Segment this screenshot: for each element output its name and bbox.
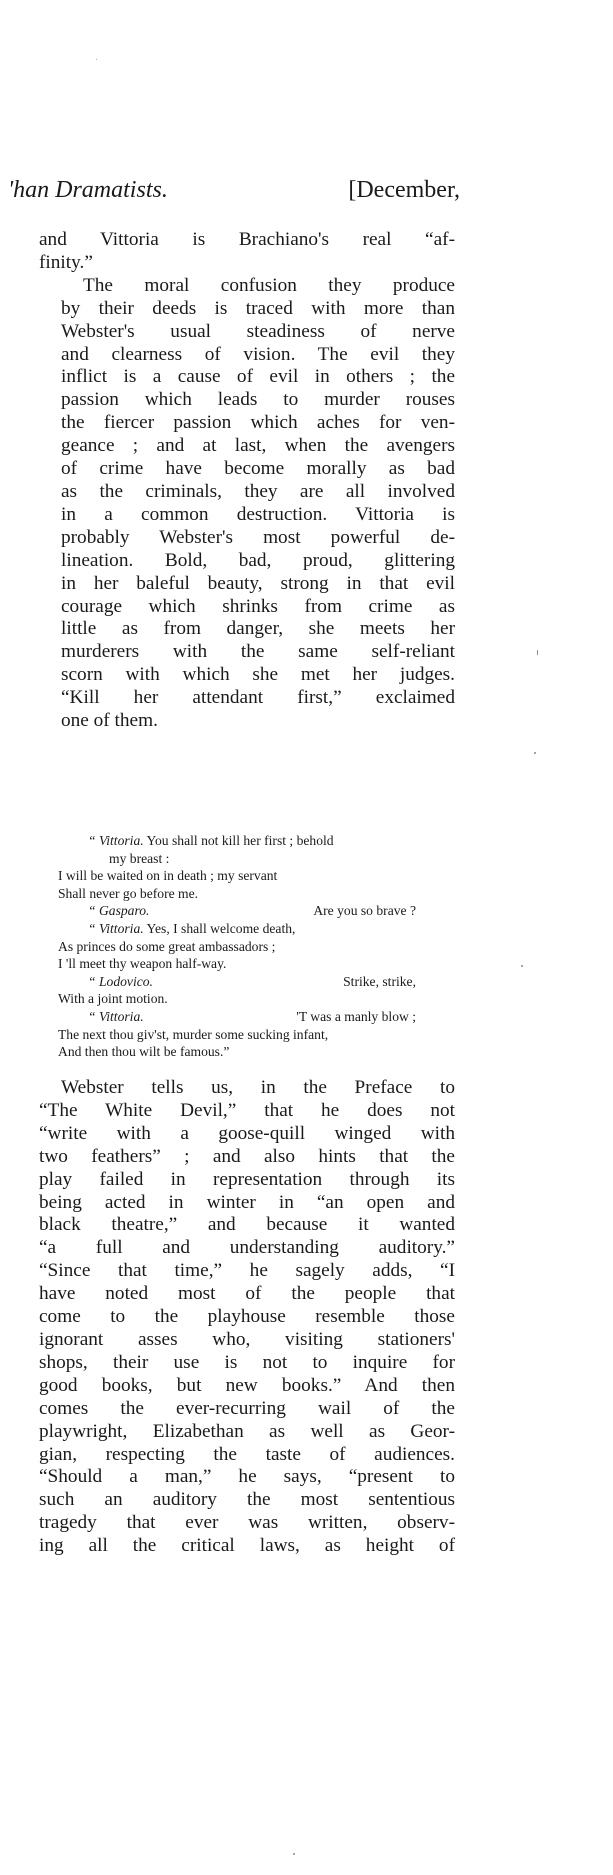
text-line: being acted in winter in “an open and <box>39 1191 455 1213</box>
text-line: such an auditory the most sententious <box>39 1489 455 1511</box>
quote-line <box>58 902 458 920</box>
print-speck <box>96 59 97 60</box>
quote-text: Yes, I shall welcome death, <box>143 920 296 936</box>
running-head-month: [December, <box>348 177 460 203</box>
quote-text: You shall not kill her first ; behold <box>143 833 334 848</box>
text-line: “The White Devil,” that he does not <box>39 1099 455 1121</box>
quote-line <box>58 973 458 991</box>
text-line: murderers with the same self-reliant <box>61 641 455 663</box>
quote-speaker: “ Vittoria. <box>88 833 144 848</box>
text-line: two feathers” ; and also hints that the <box>39 1145 455 1167</box>
text-line: Webster's usual steadiness of nerve <box>61 320 455 342</box>
text-line: Webster tells us, in the Preface to <box>61 1077 455 1098</box>
quote-text: 'T was a manly blow ; <box>296 1008 416 1024</box>
quote-line <box>58 832 458 850</box>
print-speck <box>534 752 536 754</box>
text-line: The moral confusion they produce <box>83 274 455 296</box>
paragraph-continued <box>39 229 455 275</box>
quote-speaker: “ Vittoria. <box>88 1008 144 1024</box>
text-line: finity.” <box>39 251 93 273</box>
text-line: as the criminals, they are all involved <box>61 480 455 502</box>
block-quotation <box>58 832 458 1061</box>
text-line: good books, but new books.” And then <box>39 1374 455 1396</box>
text-line: “write with a goose-quill winged with <box>39 1122 455 1144</box>
text-line: courage which shrinks from crime as <box>61 595 455 617</box>
quote-speaker: “ Gasparo. <box>88 903 150 919</box>
quote-line: And then thou wilt be famous.” <box>58 1044 230 1060</box>
quote-line: I will be waited on in death ; my servant <box>58 868 278 884</box>
text-line: by their deeds is traced with more than <box>61 297 455 319</box>
quote-speaker: “ Lodovico. <box>88 973 153 989</box>
quote-line: my breast : <box>109 850 170 866</box>
running-head <box>8 173 460 207</box>
text-line: comes the ever-recurring wail of the <box>39 1397 455 1419</box>
text-line: little as from danger, she meets her <box>61 618 455 640</box>
text-line: have noted most of the people that <box>39 1283 455 1305</box>
text-line: of crime have become morally as bad <box>61 458 455 480</box>
text-line: gian, respecting the taste of audiences. <box>39 1443 455 1465</box>
quote-line: With a joint motion. <box>58 991 168 1007</box>
text-line: tragedy that ever was written, observ- <box>39 1512 455 1534</box>
paragraph-moral-confusion <box>39 275 455 733</box>
paragraph-preface <box>39 1077 455 1558</box>
text-line: probably Webster's most powerful de- <box>61 526 455 548</box>
text-line: play failed in representation through its <box>39 1168 455 1190</box>
text-line: inflict is a cause of evil in others ; the <box>61 366 455 388</box>
text-line: passion which leads to murder rouses <box>61 389 455 411</box>
text-line: the fiercer passion which aches for ven- <box>61 412 455 434</box>
text-line: and clearness of vision. The evil they <box>61 343 455 365</box>
quote-speaker: “ Vittoria. <box>88 920 144 936</box>
quote-line: Shall never go before me. <box>58 885 199 901</box>
text-line: playwright, Elizabethan as well as Geor- <box>39 1420 455 1442</box>
text-line: “Should a man,” he says, “present to <box>39 1466 455 1488</box>
text-line: geance ; and at last, when the avengers <box>61 435 455 457</box>
text-line: “Kill her attendant first,” exclaimed <box>61 687 455 709</box>
text-line: lineation. Bold, bad, proud, glittering <box>61 549 455 571</box>
print-speck <box>293 1853 295 1855</box>
quote-line <box>58 920 458 938</box>
closing-text-block <box>39 1077 455 1558</box>
print-speck <box>521 965 523 967</box>
quote-line: The next thou giv'st, murder some sucking infant, <box>58 1026 329 1042</box>
quote-line <box>58 1008 458 1026</box>
quote-text: Are you so brave ? <box>313 903 416 919</box>
text-line: ing all the critical laws, as height of <box>39 1535 455 1557</box>
text-line: “Since that time,” he sagely adds, “I <box>39 1260 455 1282</box>
text-line: one of them. <box>61 710 158 732</box>
quote-line: As princes do some great ambassadors ; <box>58 938 276 954</box>
text-line: “a full and understanding auditory.” <box>39 1237 455 1259</box>
text-line: and Vittoria is Brachiano's real “af- <box>39 229 455 250</box>
text-line: black theatre,” and because it wanted <box>39 1214 455 1236</box>
running-head-title: 'han Dramatists. <box>8 177 168 203</box>
text-line: ignorant asses who, visiting stationers' <box>39 1328 455 1350</box>
text-line: shops, their use is not to inquire for <box>39 1351 455 1373</box>
text-line: scorn with which she met her judges. <box>61 664 455 686</box>
text-line: in a common destruction. Vittoria is <box>61 503 455 525</box>
quote-text: Strike, strike, <box>343 973 416 989</box>
text-line: come to the playhouse resemble those <box>39 1306 455 1328</box>
quote-line: I 'll meet thy weapon half-way. <box>58 956 227 972</box>
text-line: in her baleful beauty, strong in that evil <box>61 572 455 594</box>
print-speck <box>537 650 538 655</box>
opening-text-block <box>39 229 455 733</box>
